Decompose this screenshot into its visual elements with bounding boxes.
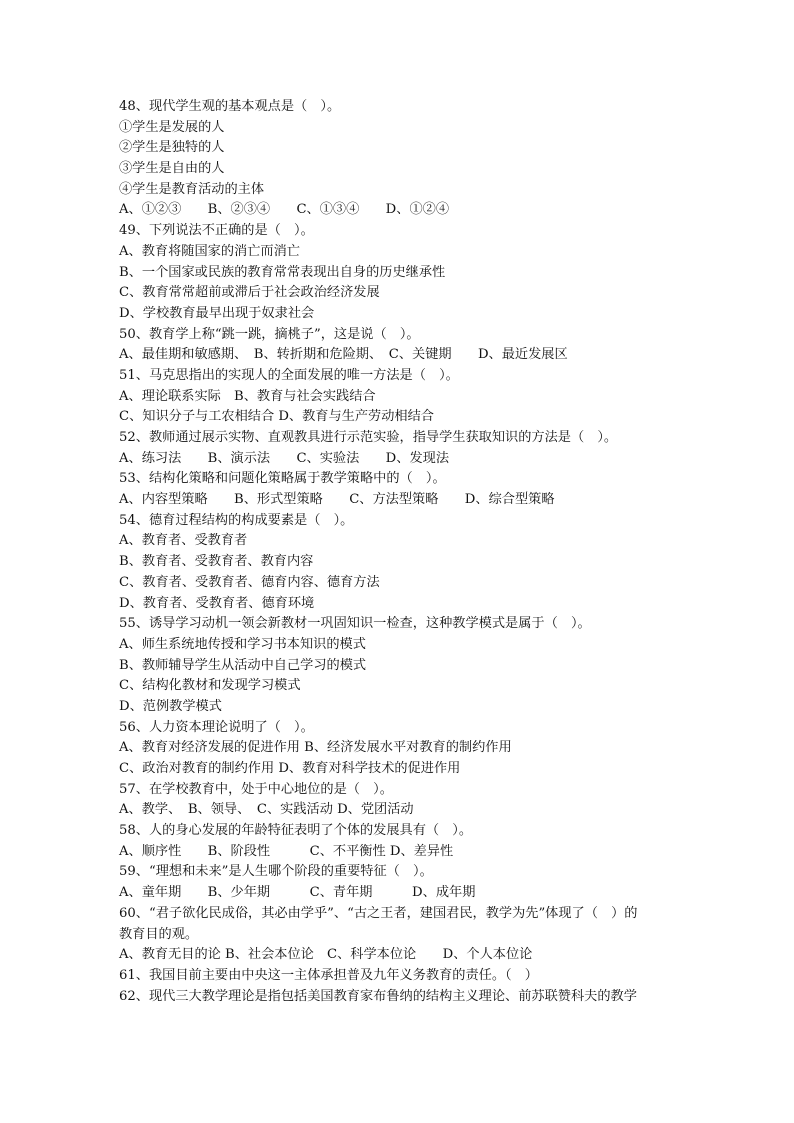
- question-55-option-d: D、范例教学模式: [119, 698, 222, 714]
- question-55-option-a: A、师生系统地传授和学习书本知识的模式: [119, 636, 366, 652]
- statement-1: ①学生是发展的人: [119, 119, 225, 135]
- question-53-stem: 53、结构化策略和问题化策略属于教学策略中的（ ）。: [119, 471, 446, 487]
- question-55-option-c: C、结构化教材和发现学习模式: [119, 678, 301, 694]
- question-51-options-cd: C、知识分子与工农相结合 D、教育与生产劳动相结合: [119, 409, 434, 425]
- question-60-options: A、教育无目的论 B、社会本位论 C、科学本位论 D、个人本位论: [119, 947, 533, 963]
- question-49-option-d: D、学校教育最早出现于奴隶社会: [119, 305, 315, 321]
- question-49-option-a: A、教育将随国家的消亡而消亡: [119, 243, 300, 259]
- question-56-options-ab: A、教育对经济发展的促进作用 B、经济发展水平对教育的制约作用: [119, 740, 512, 756]
- question-54-stem: 54、德育过程结构的构成要素是（ ）。: [119, 512, 354, 528]
- question-57-options: A、教学、 B、领导、 C、实践活动 D、党团活动: [119, 802, 414, 818]
- question-54-option-b: B、教育者、受教育者、教育内容: [119, 554, 314, 570]
- question-51-stem: 51、马克思指出的实现人的全面发展的唯一方法是（ ）。: [119, 367, 459, 383]
- question-58-stem: 58、人的身心发展的年龄特征表明了个体的发展具有（ ）。: [119, 823, 473, 839]
- question-55-stem: 55、诱导学习动机一领会新教材一巩固知识一检查，这种教学模式是属于（ ）。: [119, 616, 591, 632]
- question-50-options: A、最佳期和敏感期、 B、转折期和危险期、 C、关键期 D、最近发展区: [119, 347, 568, 363]
- question-57-stem: 57、在学校教育中，处于中心地位的是（ ）。: [119, 781, 393, 797]
- question-54-option-d: D、教育者、受教育者、德育环境: [119, 595, 315, 611]
- question-56-stem: 56、人力资本理论说明了（ ）。: [119, 719, 314, 735]
- question-60-stem-continued: 教育目的观。: [119, 926, 199, 942]
- question-52-stem: 52、教师通过展示实物、直观教具进行示范实验，指导学生获取知识的方法是（ ）。: [119, 430, 618, 445]
- question-59-options: A、童年期 B、少年期 C、青年期 D、成年期: [119, 885, 476, 901]
- question-50-stem: 50、教育学上称“跳一跳，摘桃子”，这是说（ ）。: [119, 326, 420, 342]
- question-51-options-ab: A、理论联系实际 B、教育与社会实践结合: [119, 388, 376, 404]
- question-48-options: A、①②③ B、②③④ C、①③④ D、①②④: [119, 202, 450, 218]
- question-60-stem: 60、“君子欲化民成俗，其必由学乎”、“古之王者，建国君民，教学为先”体现了（ ）的: [119, 905, 638, 921]
- question-54-option-c: C、教育者、受教育者、德育内容、德育方法: [119, 574, 380, 590]
- statement-2: ②学生是独特的人: [119, 140, 225, 156]
- question-55-option-b: B、教师辅导学生从活动中自己学习的模式: [119, 657, 367, 673]
- question-53-options: A、内容型策略 B、形式型策略 C、方法型策略 D、综合型策略: [119, 492, 555, 508]
- question-49-option-c: C、教育常常超前或滞后于社会政治经济发展: [119, 285, 380, 301]
- question-61-stem: 61、我国目前主要由中央这一主体承担普及九年义务教育的责任。（ ）: [119, 967, 538, 983]
- statement-3: ③学生是自由的人: [119, 161, 225, 177]
- document-page: [119, 97, 679, 1007]
- question-54-option-a: A、教育者、受教育者: [119, 533, 248, 549]
- question-49-option-b: B、一个国家或民族的教育常常表现出自身的历史继承性: [119, 264, 446, 280]
- question-62-stem: 62、现代三大教学理论是指包括美国教育家布鲁纳的结构主义理论、前苏联赞科夫的教学: [119, 988, 637, 1004]
- question-58-options: A、顺序性 B、阶段性 C、不平衡性 D、差异性: [119, 843, 454, 859]
- statement-4: ④学生是教育活动的主体: [119, 181, 265, 197]
- question-48-stem: 48、现代学生观的基本观点是（ ）。: [119, 99, 341, 114]
- question-59-stem: 59、“理想和未来”是人生哪个阶段的重要特征（ ）。: [119, 864, 433, 880]
- question-49-stem: 49、下列说法不正确的是（ ）。: [119, 223, 314, 239]
- question-56-options-cd: C、政治对教育的制约作用 D、教育对科学技术的促进作用: [119, 761, 461, 776]
- question-52-options: A、练习法 B、演示法 C、实验法 D、发现法: [119, 450, 450, 466]
